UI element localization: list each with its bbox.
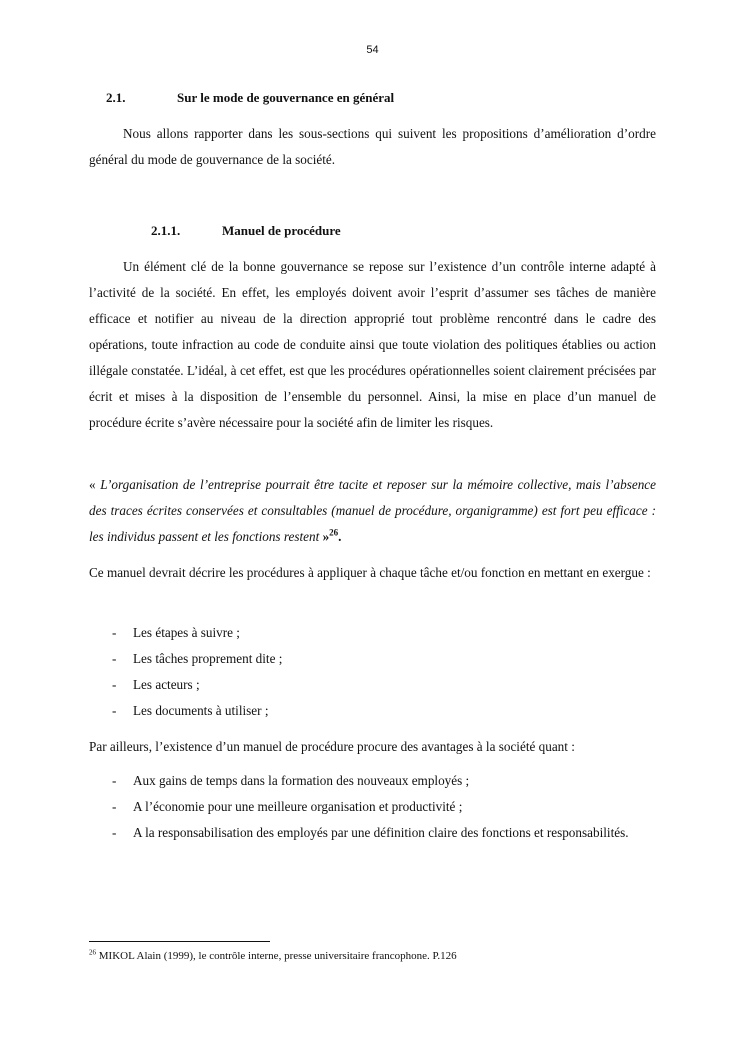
section-intro-paragraph: Nous allons rapporter dans les sous-sections qui suivent les propositions d’amélioration d’ordre général du mode de gouvernance de la société. <box>89 126 656 167</box>
footnote-reference: 26 <box>329 527 339 538</box>
list-item-text: Les documents à utiliser ; <box>133 703 269 718</box>
block-quote <box>89 472 656 550</box>
subsection-paragraph: Un élément clé de la bonne gouvernance se repose sur l’existence d’un contrôle interne adapté à l’activité de la société. En effet, les employés doivent avoir l’esprit d’assumer ses tâches de manière efficace et notifier au niveau de la direction approprié tout problème rencontré dans le cadre des opérations, toute infraction au code de conduite ainsi que toute violation des politiques établies ou action illégale constatée. L’idéal, à cet effet, est que les procédures opérationnelles soient clairement précisées par écrit et mises à la disposition de l’ensemble du personnel. Ainsi, la mise en place d’un manuel de procédure écrite s’avère nécessaire pour la société afin de limiter les risques. <box>89 259 656 430</box>
list-item-text: Les tâches proprement dite ; <box>133 651 283 666</box>
footnote-number: 26 <box>89 948 96 957</box>
list-dash: - <box>112 799 117 814</box>
section-number: 2.1. <box>106 90 126 105</box>
advantages-list <box>89 768 656 846</box>
quote-end: . <box>338 529 342 544</box>
subsection-title: Manuel de procédure <box>222 223 341 238</box>
list-dash: - <box>112 651 117 666</box>
list-dash: - <box>112 677 117 692</box>
section-title: Sur le mode de gouvernance en général <box>177 90 395 105</box>
footnote-separator <box>89 941 270 942</box>
subsection-number: 2.1.1. <box>151 223 181 238</box>
quote-text: L’organisation de l’entreprise pourrait être tacite et reposer sur la mémoire collective, mais l’absence des traces écrites conservées et consultables (manuel de procédure, organigramme) est fort peu efficace : les individus passent et les fonctions restent <box>89 477 657 544</box>
manual-items-list <box>89 620 656 724</box>
list-item <box>89 698 656 724</box>
list-dash: - <box>112 703 117 718</box>
quote-open-mark: « <box>89 477 101 492</box>
footnote <box>89 950 457 962</box>
list-item-text: A la responsabilisation des employés par une définition claire des fonctions et responsabilités. <box>133 825 629 840</box>
list-item <box>89 820 656 846</box>
list-dash: - <box>112 625 117 640</box>
list-item <box>89 646 656 672</box>
list-item-text: A l’économie pour une meilleure organisation et productivité ; <box>133 799 463 814</box>
footnote-text: MIKOL Alain (1999), le contrôle interne, presse universitaire francophone. P.126 <box>96 950 457 962</box>
advantages-intro-paragraph: Par ailleurs, l’existence d’un manuel de procédure procure des avantages à la société quant : <box>89 739 575 754</box>
list-item-text: Les acteurs ; <box>133 677 200 692</box>
list-item <box>89 768 656 794</box>
list-item <box>89 672 656 698</box>
quote-close-mark: » <box>319 529 330 544</box>
list-dash: - <box>112 773 117 788</box>
list-item-text: Aux gains de temps dans la formation des nouveaux employés ; <box>133 773 470 788</box>
list-dash: - <box>112 825 117 840</box>
list-item <box>89 794 656 820</box>
page-number: 54 <box>366 44 379 56</box>
list-item-text: Les étapes à suivre ; <box>133 625 240 640</box>
manual-intro-paragraph: Ce manuel devrait décrire les procédures à appliquer à chaque tâche et/ou fonction en mettant en exergue : <box>89 565 651 580</box>
list-item <box>89 620 656 646</box>
